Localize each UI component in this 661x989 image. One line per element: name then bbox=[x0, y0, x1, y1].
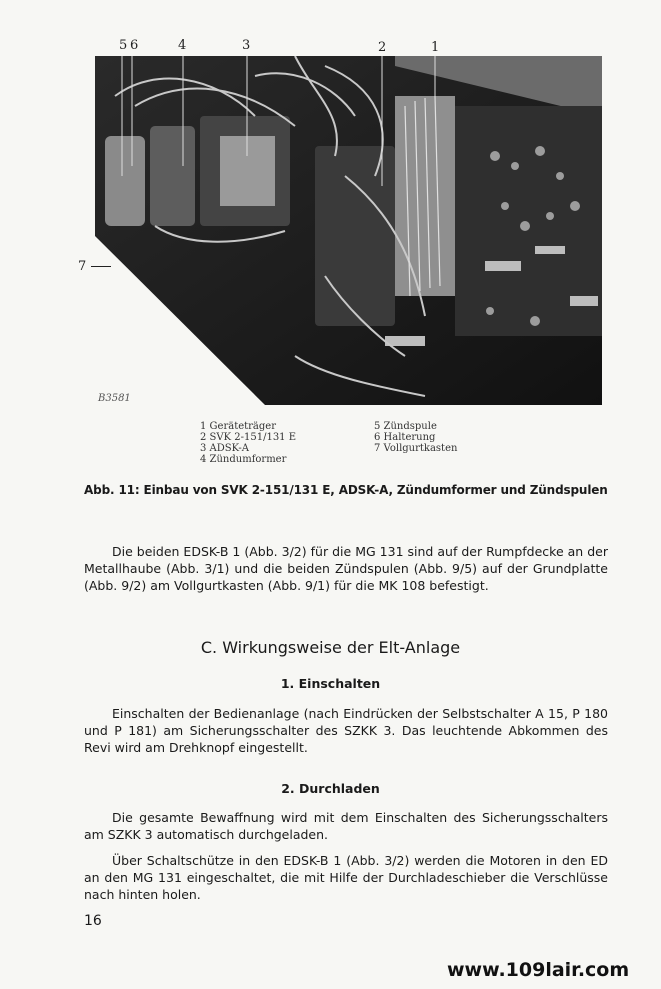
paragraph: Einschalten der Bedienanlage (nach Eindrücken der Selbstschalter A 15, P 180 und P 181) am Sicherungsschalter des SZKK 3. Das leuchtende Abkommen des Revi wird am Drehknopf eingestellt. bbox=[84, 706, 608, 755]
callout-7: 7 bbox=[78, 259, 87, 274]
figure-caption: Abb. 11: Einbau von SVK 2-151/131 E, ADSK-A, Zündumformer und Zündspulen bbox=[84, 483, 608, 497]
callout-6: 6 bbox=[130, 38, 139, 53]
page-number: 16 bbox=[84, 913, 102, 929]
installation-photo bbox=[95, 56, 602, 405]
legend-item: 4 Zündumformer bbox=[200, 454, 287, 465]
legend-item: 1 Geräteträger bbox=[200, 421, 276, 432]
callout-5: 5 bbox=[119, 38, 128, 53]
paragraph: Die gesamte Bewaffnung wird mit dem Einschalten des Sicherungsschalters am SZKK 3 automatisch durchgeladen. bbox=[84, 810, 608, 842]
legend-item: 5 Zündspule bbox=[374, 421, 437, 432]
callout-7-leader bbox=[91, 266, 111, 267]
legend-right bbox=[374, 421, 457, 454]
legend-item: 3 ADSK-A bbox=[200, 443, 249, 454]
callout-4: 4 bbox=[178, 38, 187, 53]
subsection-title-durchladen: 2. Durchladen bbox=[281, 781, 380, 796]
paragraph: Über Schaltschütze in den EDSK-B 1 (Abb. 3/2) werden die Motoren in den ED an den MG 131 eingeschaltet, die mit Hilfe der Durchladeschieber die Verschlüsse nach hinten holen. bbox=[84, 853, 608, 902]
legend-item: 6 Halterung bbox=[374, 432, 436, 443]
callout-1: 1 bbox=[431, 40, 440, 55]
legend-left bbox=[200, 421, 296, 465]
legend-item: 2 SVK 2-151/131 E bbox=[200, 432, 297, 443]
section-title: C. Wirkungsweise der Elt-Anlage bbox=[200, 638, 461, 657]
legend-item: 7 Vollgurtkasten bbox=[374, 443, 458, 454]
photo-id: B3581 bbox=[98, 393, 131, 404]
site-watermark: www.109lair.com bbox=[447, 959, 630, 981]
callout-2: 2 bbox=[378, 40, 387, 55]
intro-paragraph: Die beiden EDSK-B 1 (Abb. 3/2) für die MG 131 sind auf der Rumpfdecke an der Metallhaube (Abb. 3/1) und die beiden Zündspulen (Abb. 9/5) auf der Grundplatte (Abb. 9/2) am Vollgurtkasten (Abb. 9/1) für die MK 108 befestigt. bbox=[84, 544, 608, 593]
callout-3: 3 bbox=[242, 38, 251, 53]
subsection-title-einschalten: 1. Einschalten bbox=[280, 676, 381, 691]
